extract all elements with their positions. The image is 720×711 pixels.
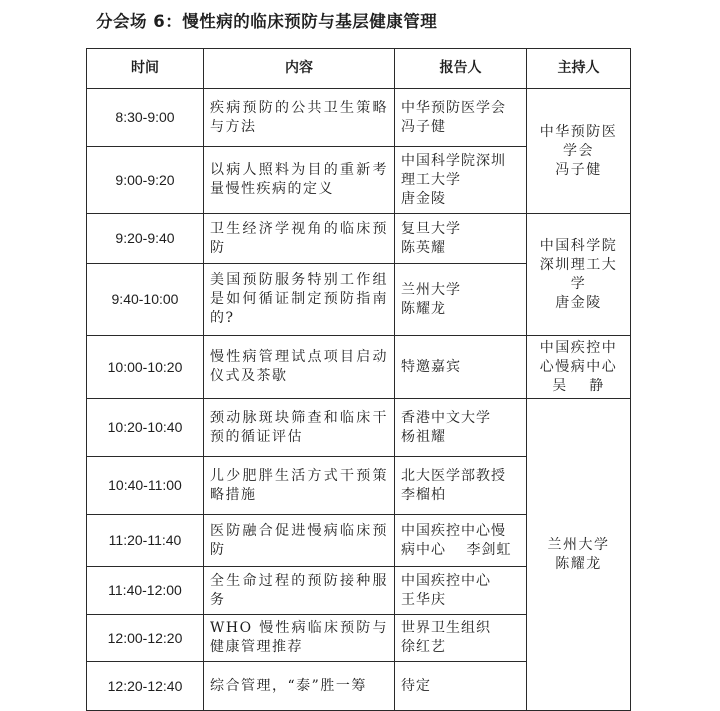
session-time: 10:40-11:00 [87, 457, 204, 515]
session-speaker [395, 515, 527, 567]
header-row [87, 49, 631, 89]
host-line: 陈耀龙 [555, 555, 602, 572]
speaker-line: 世界卫生组织 [401, 620, 491, 636]
table-row [87, 89, 631, 147]
session-speaker [395, 214, 527, 264]
session-topic: 疾病预防的公共卫生策略与方法 [204, 89, 395, 147]
speaker-line: 杨祖耀 [401, 428, 446, 445]
table-row [87, 399, 631, 457]
header-time: 时间 [87, 49, 204, 89]
table-row [87, 336, 631, 399]
session-host [527, 336, 631, 399]
session-time: 10:00-10:20 [87, 336, 204, 399]
speaker-line: 兰州大学 [401, 281, 461, 298]
speaker-line: 冯子健 [401, 118, 446, 135]
host-line: 吴 静 [552, 377, 605, 394]
speaker-line: 王华庆 [401, 591, 446, 608]
session-topic: WHO 慢性病临床预防与健康管理推荐 [204, 615, 395, 662]
header-host: 主持人 [527, 49, 631, 89]
speaker-line: 中国科学院深圳 [401, 152, 506, 169]
host-line: 中华预防医 [539, 123, 618, 140]
session-time: 9:00-9:20 [87, 147, 204, 214]
session-speaker [395, 399, 527, 457]
session-speaker [395, 89, 527, 147]
session-speaker [395, 264, 527, 336]
host-line: 深圳理工大 [539, 256, 618, 273]
session-topic: 美国预防服务特别工作组是如何循证制定预防指南的? [204, 264, 395, 336]
session-host [527, 214, 631, 336]
host-line: 中国科学院 [539, 237, 618, 254]
speaker-line: 中国疾控中心 [401, 572, 491, 589]
session-time: 12:00-12:20 [87, 615, 204, 662]
session-speaker [395, 147, 527, 214]
host-line: 兰州大学 [547, 536, 610, 553]
speaker-line: 病中心 李剑虹 [401, 541, 512, 558]
host-line: 中国疾控中 [539, 339, 618, 356]
speaker-line: 陈英耀 [401, 239, 446, 256]
schedule-table [86, 48, 631, 711]
header-content: 内容 [204, 49, 395, 89]
session-time: 11:40-12:00 [87, 567, 204, 615]
session-speaker [395, 567, 527, 615]
speaker-line: 复旦大学 [401, 220, 461, 237]
session-topic: 儿少肥胖生活方式干预策略措施 [204, 457, 395, 515]
session-topic: 慢性病管理试点项目启动仪式及茶歇 [204, 336, 395, 399]
speaker-line: 待定 [401, 677, 431, 694]
host-line: 学会 [563, 142, 594, 159]
speaker-line: 理工大学 [401, 171, 461, 188]
session-time: 12:20-12:40 [87, 662, 204, 711]
speaker-line: 香港中文大学 [401, 409, 491, 426]
session-speaker [395, 615, 527, 662]
session-time: 9:40-10:00 [87, 264, 204, 336]
speaker-line: 中国疾控中心慢 [401, 522, 506, 539]
session-time: 10:20-10:40 [87, 399, 204, 457]
speaker-line: 中华预防医学会 [401, 99, 506, 116]
header-speaker: 报告人 [395, 49, 527, 89]
session-speaker [395, 336, 527, 399]
session-topic: 医防融合促进慢病临床预防 [204, 515, 395, 567]
table-row [87, 214, 631, 264]
host-line: 唐金陵 [555, 294, 602, 311]
session-time: 8:30-9:00 [87, 89, 204, 147]
host-line: 学 [570, 275, 587, 292]
session-time: 9:20-9:40 [87, 214, 204, 264]
speaker-line: 徐红艺 [401, 639, 446, 655]
session-topic: 全生命过程的预防接种服务 [204, 567, 395, 615]
speaker-line: 特邀嘉宾 [401, 358, 461, 375]
speaker-line: 陈耀龙 [401, 300, 446, 317]
session-speaker [395, 662, 527, 711]
session-topic: 颈动脉斑块筛查和临床干预的循证评估 [204, 399, 395, 457]
session-topic: 以病人照料为目的重新考量慢性疾病的定义 [204, 147, 395, 214]
speaker-line: 唐金陵 [401, 190, 446, 207]
speaker-line: 李榴柏 [401, 486, 446, 503]
session-topic: 卫生经济学视角的临床预防 [204, 214, 395, 264]
session-host [527, 399, 631, 711]
session-topic: 综合管理，“泰”胜一筹 [204, 662, 395, 711]
page-title: 分会场 6：慢性病的临床预防与基层健康管理 [96, 12, 438, 31]
host-line: 心慢病中心 [539, 358, 618, 375]
session-speaker [395, 457, 527, 515]
session-time: 11:20-11:40 [87, 515, 204, 567]
host-line: 冯子健 [555, 161, 602, 178]
speaker-line: 北大医学部教授 [401, 467, 506, 484]
session-host [527, 89, 631, 214]
